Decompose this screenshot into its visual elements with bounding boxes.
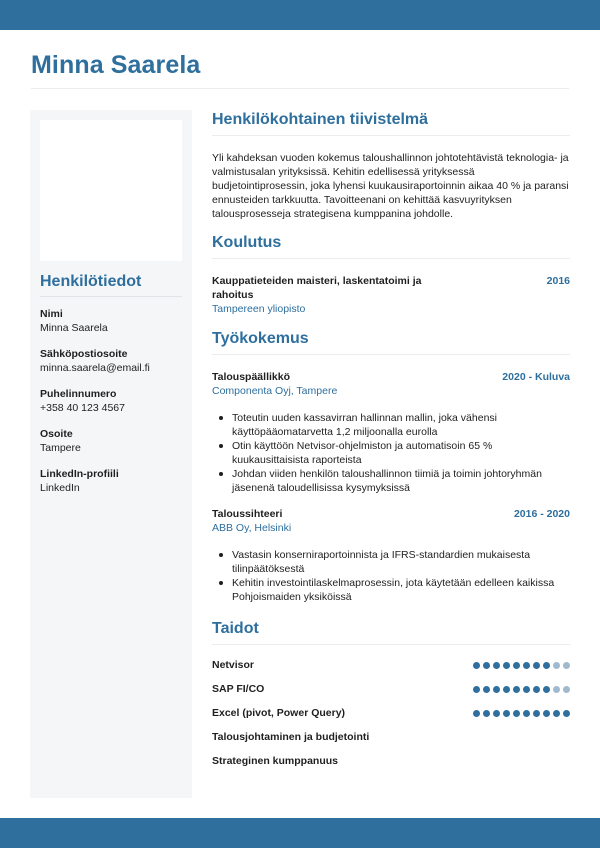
rating-dot-filled <box>503 662 510 669</box>
field-phone <box>40 387 185 415</box>
experience-entry <box>212 370 570 495</box>
rating-dot-filled <box>473 710 480 717</box>
rating-dot-filled <box>533 686 540 693</box>
divider <box>212 354 570 355</box>
candidate-name: Minna Saarela <box>31 51 201 79</box>
job-dates: 2020 - Kuluva <box>502 371 570 383</box>
rating-dot-filled <box>533 710 540 717</box>
rating-dot-filled <box>543 662 550 669</box>
main-content <box>212 110 570 773</box>
achievement-item: Otin käyttöön Netvisor-ohjelmiston ja automatisoin 65 % kuukausittaisista raporteista <box>212 439 570 467</box>
field-address <box>40 427 185 455</box>
skill-name: Strateginen kumppanuus <box>212 755 339 767</box>
experience-section <box>212 329 570 604</box>
rating-dot-filled <box>523 710 530 717</box>
profile-photo-placeholder <box>40 120 182 261</box>
field-label: Nimi <box>40 308 63 320</box>
skill-name: Talousjohtaminen ja budjetointi <box>212 731 370 743</box>
education-entry <box>212 274 570 316</box>
rating-dot-filled <box>523 662 530 669</box>
rating-dot-filled <box>473 662 480 669</box>
degree: Kauppatieteiden maisteri, laskentatoimi ja rahoitus <box>212 275 422 301</box>
skill-row <box>212 725 570 749</box>
job-title: Taloussihteeri <box>212 508 283 520</box>
top-banner <box>0 0 600 30</box>
rating-dot-filled <box>493 710 500 717</box>
linkedin-link[interactable]: LinkedIn <box>40 482 80 494</box>
rating-dot-filled <box>473 686 480 693</box>
achievement-item: Johdan viiden henkilön taloushallinnon tiimiä ja toimin johtoryhmän jäsenenä taloudellisissa kysymyksissä <box>212 467 570 495</box>
rating-dot-filled <box>543 686 550 693</box>
rating-dot-filled <box>553 710 560 717</box>
employer: Componenta Oyj, Tampere <box>212 385 338 397</box>
education-section <box>212 233 570 316</box>
address-value: Tampere <box>40 442 81 454</box>
rating-dot-filled <box>493 686 500 693</box>
skill-row <box>212 749 570 773</box>
achievement-item: Toteutin uuden kassavirran hallinnan mallin, joka vähensi käyttöpääomatarvetta 1,2 miljoonalla eurolla <box>212 411 570 439</box>
divider <box>212 258 570 259</box>
rating-dot-filled <box>493 662 500 669</box>
email-link[interactable]: minna.saarela@email.fi <box>40 362 150 374</box>
rating-dot-filled <box>513 710 520 717</box>
skills-section <box>212 619 570 773</box>
field-value: Minna Saarela <box>40 322 108 334</box>
personal-info-fields <box>40 307 185 507</box>
job-dates: 2016 - 2020 <box>513 508 570 520</box>
employer: ABB Oy, Helsinki <box>212 522 292 534</box>
school: Tampereen yliopisto <box>212 303 306 315</box>
field-email <box>40 347 185 375</box>
rating-dot-filled <box>543 710 550 717</box>
field-label: Osoite <box>40 428 73 440</box>
phone-value: +358 40 123 4567 <box>40 402 125 414</box>
entry-header <box>212 370 570 384</box>
skill-rating <box>473 710 570 717</box>
skill-row <box>212 677 570 701</box>
rating-dot-filled <box>503 710 510 717</box>
experience-entry <box>212 507 570 604</box>
rating-dot-filled <box>503 686 510 693</box>
section-title: Koulutus <box>212 234 282 251</box>
rating-dot-filled <box>483 662 490 669</box>
field-label: Sähköpostiosoite <box>40 348 128 360</box>
bottom-banner <box>0 818 600 848</box>
field-label: LinkedIn-profiili <box>40 468 119 480</box>
section-title: Taidot <box>212 620 259 637</box>
sidebar <box>30 110 192 798</box>
section-title: Henkilökohtainen tiivistelmä <box>212 111 429 128</box>
achievement-item: Vastasin konserniraportoinnista ja IFRS-standardien mukaisesta tilinpäätöksestä <box>212 548 570 576</box>
skill-row <box>212 701 570 725</box>
divider <box>40 296 182 297</box>
rating-dot-empty <box>553 686 560 693</box>
rating-dot-empty <box>553 662 560 669</box>
divider <box>31 88 569 89</box>
summary-text: Yli kahdeksan vuoden kokemus taloushallinnon johtotehtävistä teknologia- ja valmistusalan yrityksissä. Kehitin edellisessä yrityksessä budjetointiprosessin, joka lyhensi kuukausiraportoinnin aikaa 40 % ja paransi ennusteiden tarkkuutta. Tavoitteenani on kehittää kasvuyrityksen talousprosesseja strategisena kumppanina johdolle. <box>212 152 569 220</box>
skill-name: Netvisor <box>212 659 255 671</box>
rating-dot-filled <box>533 662 540 669</box>
personal-info-heading: Henkilötiedot <box>40 273 142 290</box>
entry-header <box>212 507 570 521</box>
field-name <box>40 307 185 335</box>
field-linkedin <box>40 467 185 495</box>
section-title: Työkokemus <box>212 330 309 347</box>
rating-dot-filled <box>563 710 570 717</box>
rating-dot-empty <box>563 662 570 669</box>
achievement-item: Kehitin investointilaskelmaprosessin, jota käytetään edelleen kaikissa Pohjoismaiden yksiköissä <box>212 576 570 604</box>
rating-dot-filled <box>513 686 520 693</box>
skill-row <box>212 653 570 677</box>
rating-dot-filled <box>513 662 520 669</box>
skill-name: Excel (pivot, Power Query) <box>212 707 346 719</box>
job-title: Talouspäällikkö <box>212 371 290 383</box>
skills-list <box>212 653 570 773</box>
divider <box>212 644 570 645</box>
achievement-list <box>212 411 570 495</box>
achievement-list <box>212 548 570 604</box>
rating-dot-filled <box>483 710 490 717</box>
skill-name: SAP FI/CO <box>212 683 265 695</box>
field-label: Puhelinnumero <box>40 388 117 400</box>
skill-rating <box>473 686 570 693</box>
rating-dot-empty <box>563 686 570 693</box>
rating-dot-filled <box>483 686 490 693</box>
summary-section <box>212 110 570 221</box>
divider <box>212 135 570 136</box>
skill-rating <box>473 662 570 669</box>
entry-header <box>212 274 570 302</box>
rating-dot-filled <box>523 686 530 693</box>
graduation-year: 2016 <box>546 275 570 287</box>
